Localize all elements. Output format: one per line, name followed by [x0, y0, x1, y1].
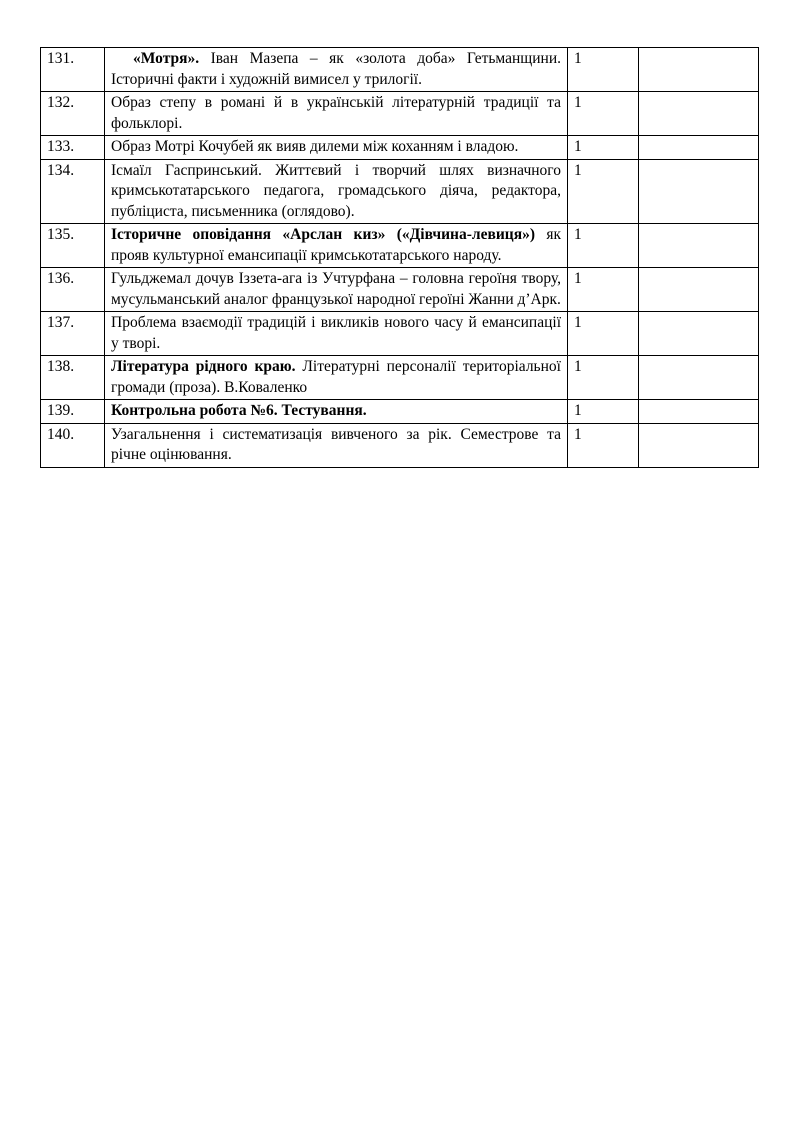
lesson-note: [639, 268, 759, 312]
lesson-hours: 1: [568, 423, 639, 467]
lesson-number: 135.: [41, 224, 105, 268]
table-row: [41, 48, 759, 92]
lesson-note: [639, 224, 759, 268]
lesson-note: [639, 48, 759, 92]
table-row: [41, 312, 759, 356]
lesson-topic: [105, 312, 568, 356]
lesson-note: [639, 423, 759, 467]
table-row: [41, 136, 759, 160]
lesson-number: 137.: [41, 312, 105, 356]
topic-bold-lead: Контрольна робота №6. Тестування.: [111, 402, 367, 419]
lesson-hours: 1: [568, 268, 639, 312]
lesson-hours: 1: [568, 356, 639, 400]
topic-text: Образ Мотрі Кочубей як вияв дилеми між коханням і владою.: [111, 138, 519, 155]
lesson-hours: 1: [568, 136, 639, 160]
lesson-topic: [105, 400, 568, 424]
lesson-topic: [105, 92, 568, 136]
lesson-number: 133.: [41, 136, 105, 160]
lesson-note: [639, 400, 759, 424]
lesson-number: 132.: [41, 92, 105, 136]
lesson-topic: [105, 159, 568, 224]
table-row: [41, 159, 759, 224]
topic-text: Іван Мазепа – як «золота доба» Гетьманщини. Історичні факти і художній вимисел у трилогії.: [111, 50, 561, 88]
table-row: [41, 400, 759, 424]
topic-text: як прояв культурної емансипації кримськотатарського народу.: [111, 226, 561, 264]
document-page: [40, 47, 760, 468]
topic-text: Літературні персоналії територіальної громади (проза). В.Коваленко: [111, 358, 561, 396]
topic-text: Ісмаїл Гаспринський. Життєвий і творчий шлях визначного кримськотатарського педагога, громадського діяча, редактора, публіциста, письменника (оглядово).: [111, 161, 561, 220]
topic-bold-lead: Література рідного краю.: [111, 358, 296, 375]
lesson-number: 136.: [41, 268, 105, 312]
lesson-hours: 1: [568, 224, 639, 268]
lesson-number: 134.: [41, 159, 105, 224]
topic-text: Узагальнення і систематизація вивченого за рік. Семестрове та річне оцінювання.: [111, 425, 561, 463]
lesson-hours: 1: [568, 400, 639, 424]
table-row: [41, 92, 759, 136]
lesson-hours: 1: [568, 48, 639, 92]
topic-bold-lead: Історичне оповідання «Арслан киз» («Дівчина-левиця»): [111, 226, 535, 243]
lesson-topic: [105, 224, 568, 268]
lesson-note: [639, 159, 759, 224]
lesson-number: 139.: [41, 400, 105, 424]
lesson-note: [639, 92, 759, 136]
lesson-note: [639, 356, 759, 400]
lesson-plan-table: [40, 47, 759, 468]
lesson-topic: [105, 136, 568, 160]
lesson-note: [639, 312, 759, 356]
lesson-topic: [105, 48, 568, 92]
lesson-topic: [105, 268, 568, 312]
lesson-number: 140.: [41, 423, 105, 467]
topic-bold-lead: «Мотря».: [133, 50, 200, 67]
lesson-number: 131.: [41, 48, 105, 92]
table-row: [41, 268, 759, 312]
topic-text: Образ степу в романі й в українській літературній традиції та фольклорі.: [111, 94, 561, 132]
table-row: [41, 224, 759, 268]
table-row: [41, 356, 759, 400]
topic-text: Проблема взаємодії традицій і викликів нового часу й емансипації у творі.: [111, 314, 561, 352]
table-row: [41, 423, 759, 467]
lesson-hours: 1: [568, 312, 639, 356]
lesson-topic: [105, 423, 568, 467]
lesson-topic: [105, 356, 568, 400]
lesson-hours: 1: [568, 92, 639, 136]
lesson-note: [639, 136, 759, 160]
lesson-hours: 1: [568, 159, 639, 224]
lesson-number: 138.: [41, 356, 105, 400]
topic-text: Гульджемал дочув Іззета-ага із Учтурфана – головна героїня твору, мусульманський аналог французької народної героїні Жанни д’Арк.: [111, 270, 561, 308]
